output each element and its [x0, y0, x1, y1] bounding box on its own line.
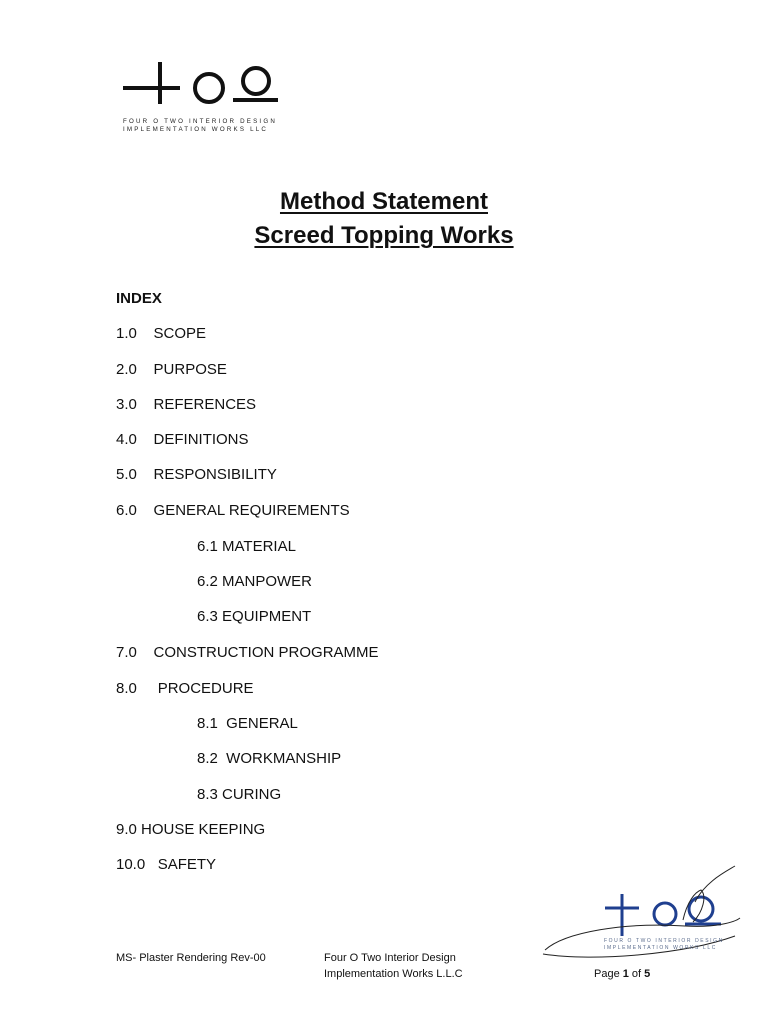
- index-item: 4.0 DEFINITIONS: [116, 431, 249, 448]
- index-subitem: 8.1 GENERAL: [197, 715, 298, 732]
- logo-tagline: [123, 118, 277, 134]
- page-current: 1: [622, 968, 629, 980]
- page-prefix: Page: [594, 968, 623, 980]
- index-item: 8.0 PROCEDURE: [116, 680, 254, 697]
- index-subitem: 6.2 MANPOWER: [197, 573, 313, 590]
- index-heading: INDEX: [116, 290, 162, 307]
- index-item: 6.0 GENERAL REQUIREMENTS: [116, 502, 350, 519]
- index-item: 5.0 RESPONSIBILITY: [116, 466, 277, 483]
- logo-tagline-line1: FOUR O TWO INTERIOR DESIGN: [123, 118, 278, 125]
- logo-tagline-line2: IMPLEMENTATION WORKS LLC: [123, 126, 269, 133]
- page-of: of: [628, 968, 645, 980]
- index-subitem: 8.2 WORKMANSHIP: [197, 750, 342, 767]
- index-subitem: 8.3 CURING: [197, 786, 282, 803]
- company-stamp-signature-icon: [535, 862, 755, 972]
- stamp-tagline-line2: IMPLEMENTATION WORKS LLC: [604, 945, 717, 951]
- document-title: Method Statement: [279, 188, 488, 215]
- footer-company-line1: Four O Two Interior Design: [324, 952, 456, 964]
- index-subitem: 6.3 EQUIPMENT: [197, 608, 312, 625]
- index-item: 2.0 PURPOSE: [116, 361, 227, 378]
- stamp-tagline-line1: FOUR O TWO INTERIOR DESIGN: [604, 938, 724, 944]
- footer-company-line2: Implementation Works L.L.C: [324, 968, 463, 980]
- index-item: 7.0 CONSTRUCTION PROGRAMME: [116, 644, 379, 661]
- footer-page-number: [594, 968, 650, 980]
- footer-doc-ref: MS- Plaster Rendering Rev-00: [116, 952, 266, 964]
- index-item: 9.0 HOUSE KEEPING: [116, 821, 266, 838]
- index-item: 10.0 SAFETY: [116, 856, 217, 873]
- page-total: 5: [644, 968, 651, 980]
- index-subitem: 6.1 MATERIAL: [197, 538, 296, 555]
- document-subtitle: Screed Topping Works: [254, 222, 514, 249]
- index-item: 3.0 REFERENCES: [116, 396, 257, 413]
- index-item: 1.0 SCOPE: [116, 325, 207, 342]
- stamp-tagline: [604, 938, 724, 952]
